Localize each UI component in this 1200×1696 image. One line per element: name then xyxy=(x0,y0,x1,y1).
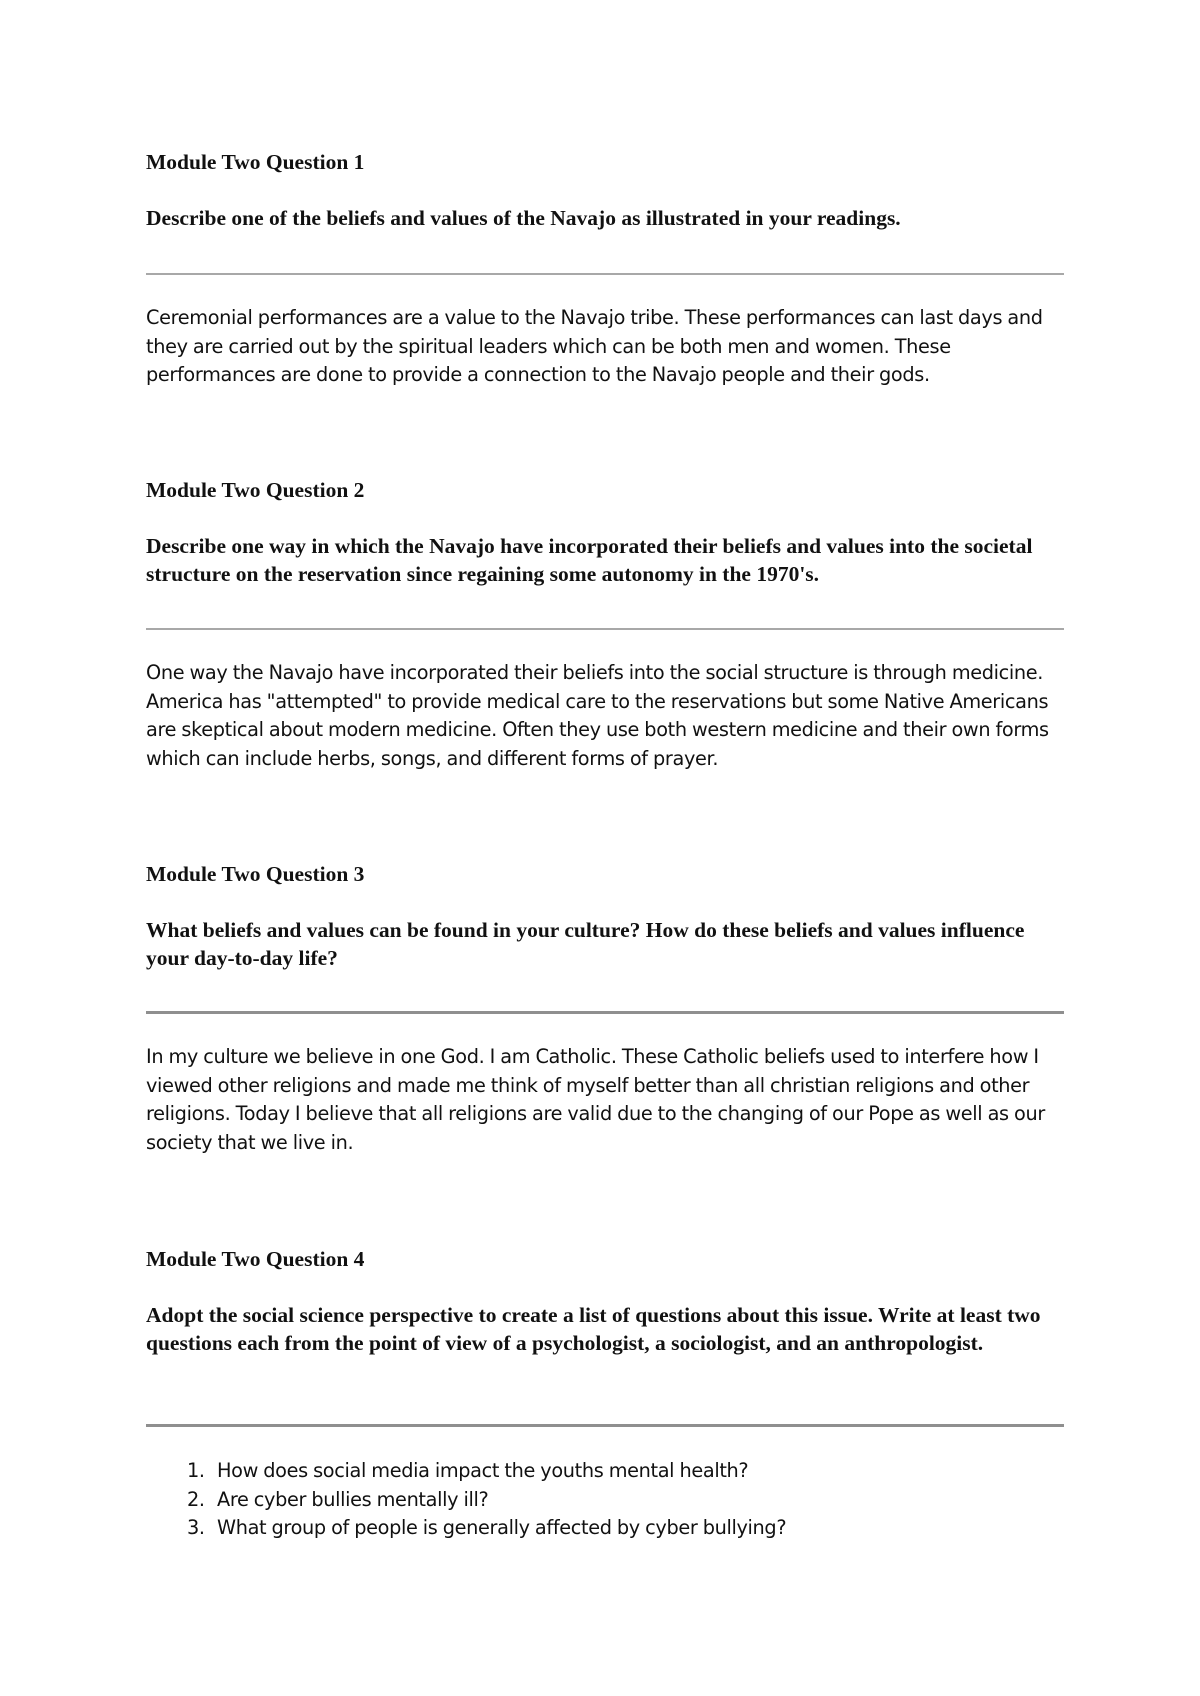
question-1-answer: Ceremonial performances are a value to the Navajo tribe. These performances can last days and they are carried out by the spiritual leaders which can be both men and women. These performances are done to provide a connection to the Navajo people and their gods. xyxy=(146,306,1043,386)
question-4-prompt: Adopt the social science perspective to create a list of questions about this issue. Write at least two questions each from the point of view of a psychologist, a sociologist, and an anthropologist. xyxy=(146,1303,1041,1355)
question-4-divider xyxy=(146,1424,1064,1427)
list-item xyxy=(185,1457,1065,1486)
list-item-number: 1. xyxy=(187,1459,205,1482)
list-item-text: Are cyber bullies mentally ill? xyxy=(217,1487,489,1511)
list-item-number: 3. xyxy=(187,1516,205,1539)
list-item-text: What group of people is generally affected by cyber bullying? xyxy=(217,1516,787,1539)
list-item-number: 2. xyxy=(187,1487,205,1511)
question-3-answer: In my culture we believe in one God. I am Catholic. These Catholic beliefs used to interfere how I viewed other religions and made me think of myself better than all christian religions and other religions. Today I believe that all religions are valid due to the changing of our Pope as well as our society that we live in. xyxy=(146,1045,1045,1154)
question-4-answer-list xyxy=(185,1457,1065,1543)
question-1-divider xyxy=(146,273,1064,275)
question-2-divider xyxy=(146,628,1064,630)
question-1-prompt: Describe one of the beliefs and values of the Navajo as illustrated in your readings. xyxy=(146,206,901,230)
question-4-title: Module Two Question 4 xyxy=(146,1247,365,1271)
question-3-divider xyxy=(146,1011,1064,1014)
list-item xyxy=(185,1486,1065,1515)
question-3-title: Module Two Question 3 xyxy=(146,862,365,886)
list-item-text: How does social media impact the youths mental health? xyxy=(217,1459,749,1482)
question-1-title: Module Two Question 1 xyxy=(146,150,365,174)
question-2-answer: One way the Navajo have incorporated their beliefs into the social structure is through medicine. America has "attempted" to provide medical care to the reservations but some Native Americans are skeptical about modern medicine. Often they use both western medicine and their own forms which can include herbs, songs, and different forms of prayer. xyxy=(146,661,1049,770)
list-item xyxy=(185,1514,1065,1543)
question-3-prompt: What beliefs and values can be found in your culture? How do these beliefs and values influence your day-to-day life? xyxy=(146,918,1025,970)
question-2-prompt: Describe one way in which the Navajo have incorporated their beliefs and values into the societal structure on the reservation since regaining some autonomy in the 1970's. xyxy=(146,534,1033,586)
question-2-title: Module Two Question 2 xyxy=(146,478,365,502)
